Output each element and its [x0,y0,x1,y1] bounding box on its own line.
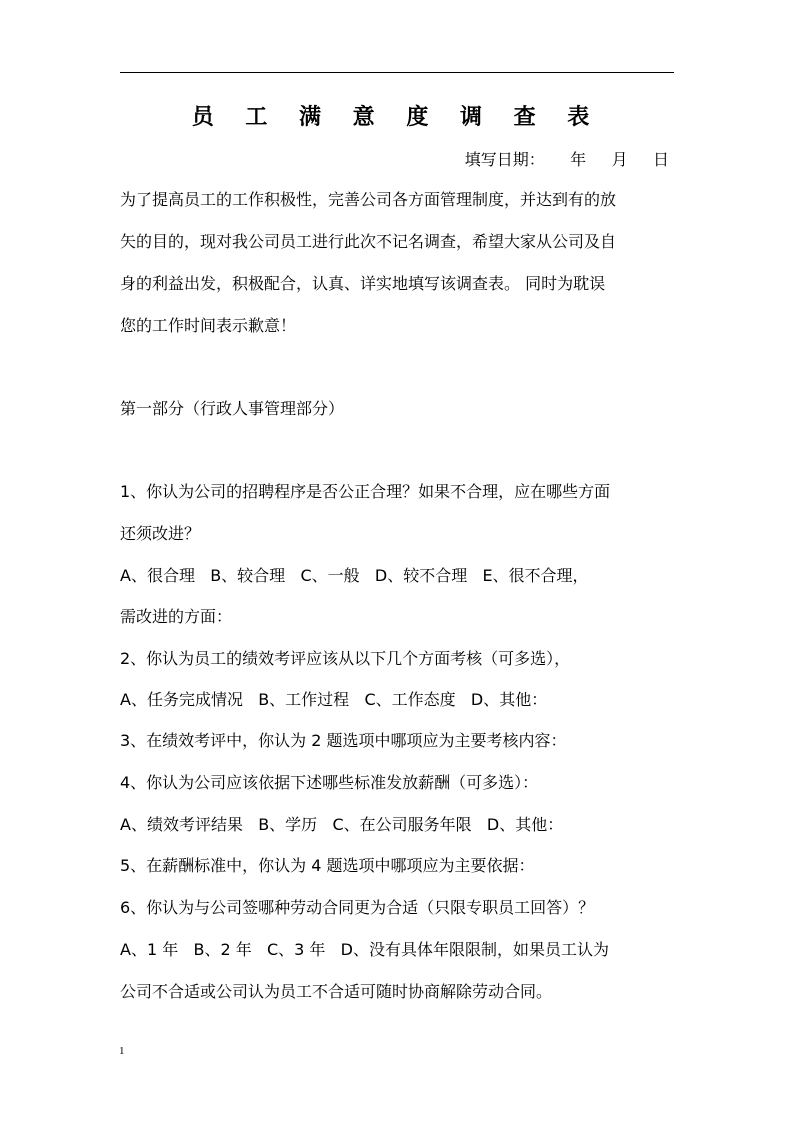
intro-line: 身的利益出发，积极配合，认真、详实地填写该调查表。 同时为耽误 [120,274,606,293]
page-title: 员 工 满 意 度 调 查 表 [191,105,602,130]
option-line: A、1 年 B、2 年 C、3 年 D、没有具体年限限制，如果员工认为 [120,940,609,959]
question-line: 3、在绩效考评中，你认为 2 题选项中哪项应为主要考核内容： [120,731,567,750]
intro-line: 您的工作时间表示歉意！ [120,316,297,335]
question-line: 5、在薪酬标准中，你认为 4 题选项中哪项应为主要依据： [120,856,535,875]
option-line: 公司不合适或公司认为员工不合适可随时协商解除劳动合同。 [120,982,553,1001]
question-line: 需改进的方面： [120,607,233,626]
question-line: 还须改进？ [120,524,201,543]
section-heading: 第一部分（行政人事管理部分） [120,399,345,418]
page-number: 1 [119,1045,125,1057]
question-line: 4、你认为公司应该依据下述哪些标准发放薪酬（可多选）： [120,773,539,792]
option-line: A、很合理 B、较合理 C、一般 D、较不合理 E、很不合理， [120,566,589,585]
intro-line: 为了提高员工的工作积极性，完善公司各方面管理制度，并达到有的放 [120,190,617,209]
header-rule [120,72,674,73]
question-line: 6、你认为与公司签哪种劳动合同更为合适（只限专职员工回答）？ [120,898,595,917]
fill-date-line: 填写日期： 年 月 日 [464,150,669,169]
question-line: 1、你认为公司的招聘程序是否公正合理？如果不合理，应在哪些方面 [120,482,611,501]
option-line: A、任务完成情况 B、工作过程 C、工作态度 D、其他： [120,690,548,709]
option-line: A、绩效考评结果 B、学历 C、在公司服务年限 D、其他： [120,815,564,834]
intro-line: 矢的目的，现对我公司员工进行此次不记名调查，希望大家从公司及自 [120,232,617,251]
question-line: 2、你认为员工的绩效考评应该从以下几个方面考核（可多选）， [120,649,571,668]
